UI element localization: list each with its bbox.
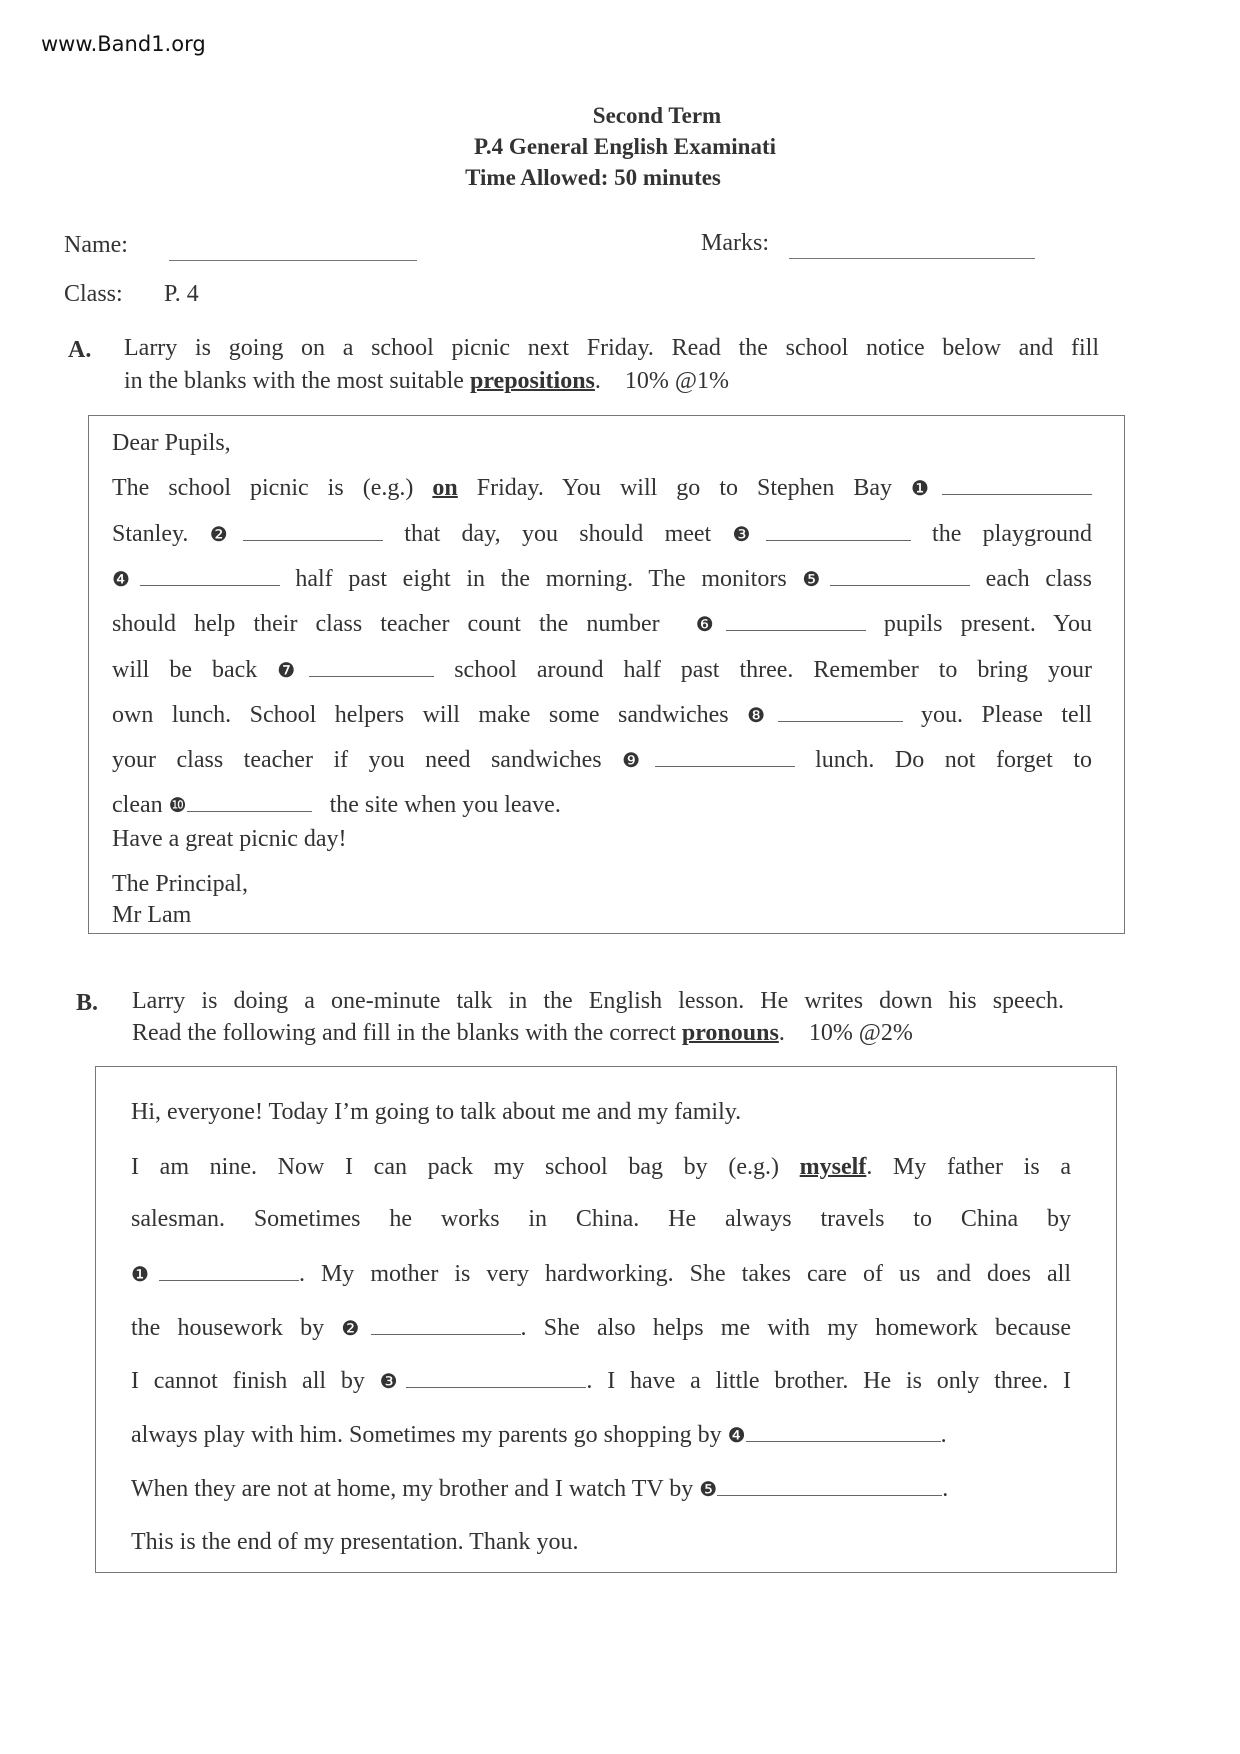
text-line [112,902,191,929]
text-line [131,1206,1071,1233]
answer-blank[interactable] [830,567,970,586]
question-number-icon: ❷ [341,1316,371,1340]
text-segment: lunch. Do not forget to [794,747,1093,773]
text-line [131,1315,1071,1342]
text-segment: . [940,1422,947,1448]
text-segment: each class [969,566,1092,592]
text-line [131,1154,1071,1181]
section-b-instruction-1: Larry is doing a one-minute talk in the English lesson. He writes down his speech. [132,988,1064,1014]
text-line [112,521,1092,548]
text-line [131,1422,947,1449]
question-number-icon: ❿ [168,793,187,817]
text-line [112,871,248,898]
text-line [131,1261,1071,1288]
question-number-icon: ❹ [112,567,140,591]
text-segment: Dear Pupils, [112,430,231,456]
instruction-text: Read the following and fill in the blanks with the correct [132,1020,682,1046]
text-segment: half past eight in the morning. The monitors [279,566,803,592]
text-segment: will be back [112,657,278,683]
text-line [112,430,231,457]
question-number-icon: ❾ [622,748,655,772]
answer-blank[interactable] [243,522,383,541]
answer-blank[interactable] [778,703,903,722]
question-number-icon: ❻ [695,612,726,636]
question-number-icon: ❼ [277,658,310,682]
text-segment: the housework by [131,1315,342,1341]
name-label: Name: [64,232,128,258]
text-line [131,1368,1071,1395]
text-segment: salesman. Sometimes he works in China. He always travels to China by [131,1206,1071,1232]
question-number-icon: ❸ [379,1369,407,1393]
answer-blank[interactable] [159,1262,299,1281]
text-segment: This is the end of my presentation. Thank you. [131,1529,579,1555]
text-segment: always play with him. Sometimes my parents go shopping by [131,1422,728,1448]
keyword-pronouns: pronouns [681,1020,779,1046]
marks-label: Marks: [701,230,769,256]
watermark: www.Band1.org [41,32,206,56]
answer-blank[interactable] [746,1423,941,1442]
text-segment: pupils present. You [865,611,1092,637]
text-segment: the site when you leave. [311,792,561,818]
text-segment: Friday. You will go to Stephen Bay [457,475,912,501]
marks-info: . 10% @2% [778,1020,913,1046]
text-segment: the playground [910,521,1092,547]
question-number-icon: ❺ [699,1477,718,1501]
text-line [131,1099,741,1126]
text-segment: I am nine. Now I can pack my school bag by (e.g.) [131,1154,800,1180]
section-b-instruction-2 [132,1020,913,1047]
section-a-instruction-1: Larry is going on a school picnic next Friday. Read the school notice below and fill [124,335,1099,361]
text-segment: . She also helps me with my homework because [520,1315,1071,1341]
text-line [131,1476,948,1503]
text-line [112,747,1092,774]
text-line [131,1529,578,1556]
exam-term: Second Term [592,103,722,128]
class-value: P. 4 [164,281,199,307]
text-line [112,475,1092,502]
section-a-instruction-2 [124,368,729,395]
text-segment: When they are not at home, my brother and I watch TV by [131,1476,700,1502]
marks-info: . 10% @1% [594,368,729,394]
text-segment: . [942,1476,949,1502]
text-segment: Have a great picnic day! [112,826,347,852]
question-number-icon: ❺ [802,567,830,591]
class-label: Class: [64,281,123,307]
marks-field[interactable] [789,258,1035,259]
time-allowed: Time Allowed: 50 minutes [465,165,721,190]
question-number-icon: ❷ [209,522,243,546]
text-segment: Mr Lam [112,902,192,928]
answer-blank[interactable] [717,1477,942,1496]
keyword-prepositions: prepositions [469,368,595,394]
question-number-icon: ❹ [727,1423,746,1447]
text-segment: should help their class teacher count the number [112,611,696,637]
answer-blank[interactable] [187,793,312,812]
question-number-icon: ❶ [131,1262,159,1286]
text-segment: The Principal, [112,871,248,897]
question-number-icon: ❽ [747,703,778,727]
answer-blank[interactable] [371,1316,521,1335]
text-line [112,702,1092,729]
answer-blank[interactable] [726,612,866,631]
answer-blank[interactable] [655,748,795,767]
answer-blank[interactable] [140,567,280,586]
instruction-text: in the blanks with the most suitable [124,368,470,394]
text-segment: I cannot finish all by [131,1368,380,1394]
example-answer: on [432,475,458,501]
question-number-icon: ❸ [732,522,766,546]
text-line [112,826,347,853]
text-line [112,566,1092,593]
text-segment: you. Please tell [902,702,1092,728]
text-segment: your class teacher if you need sandwiches [112,747,623,773]
text-segment: . I have a little brother. He is only three. I [586,1368,1072,1394]
text-segment: Stanley. [112,521,210,547]
text-segment: clean [112,792,169,818]
text-segment: that day, you should meet [382,521,733,547]
exam-title: P.4 General English Examinati [473,134,777,159]
text-segment: own lunch. School helpers will make some sandwiches [112,702,748,728]
text-segment: . My father is a [866,1154,1071,1180]
text-line [112,611,1092,638]
section-b-letter: B. [76,990,99,1016]
name-field[interactable] [169,260,417,261]
text-segment: . My mother is very hardworking. She takes care of us and does all [298,1261,1071,1287]
text-line [112,792,561,819]
example-answer: myself [799,1154,867,1180]
text-segment: The school picnic is (e.g.) [112,475,433,501]
answer-blank[interactable] [406,1369,586,1388]
text-segment: school around half past three. Remember to bring your [434,657,1093,683]
text-segment: Hi, everyone! Today I’m going to talk about me and my family. [131,1099,742,1125]
answer-blank[interactable] [309,658,434,677]
section-a-letter: A. [68,337,92,363]
answer-blank[interactable] [766,522,911,541]
answer-blank[interactable] [942,476,1092,495]
question-number-icon: ❶ [911,476,942,500]
text-line [112,657,1092,684]
